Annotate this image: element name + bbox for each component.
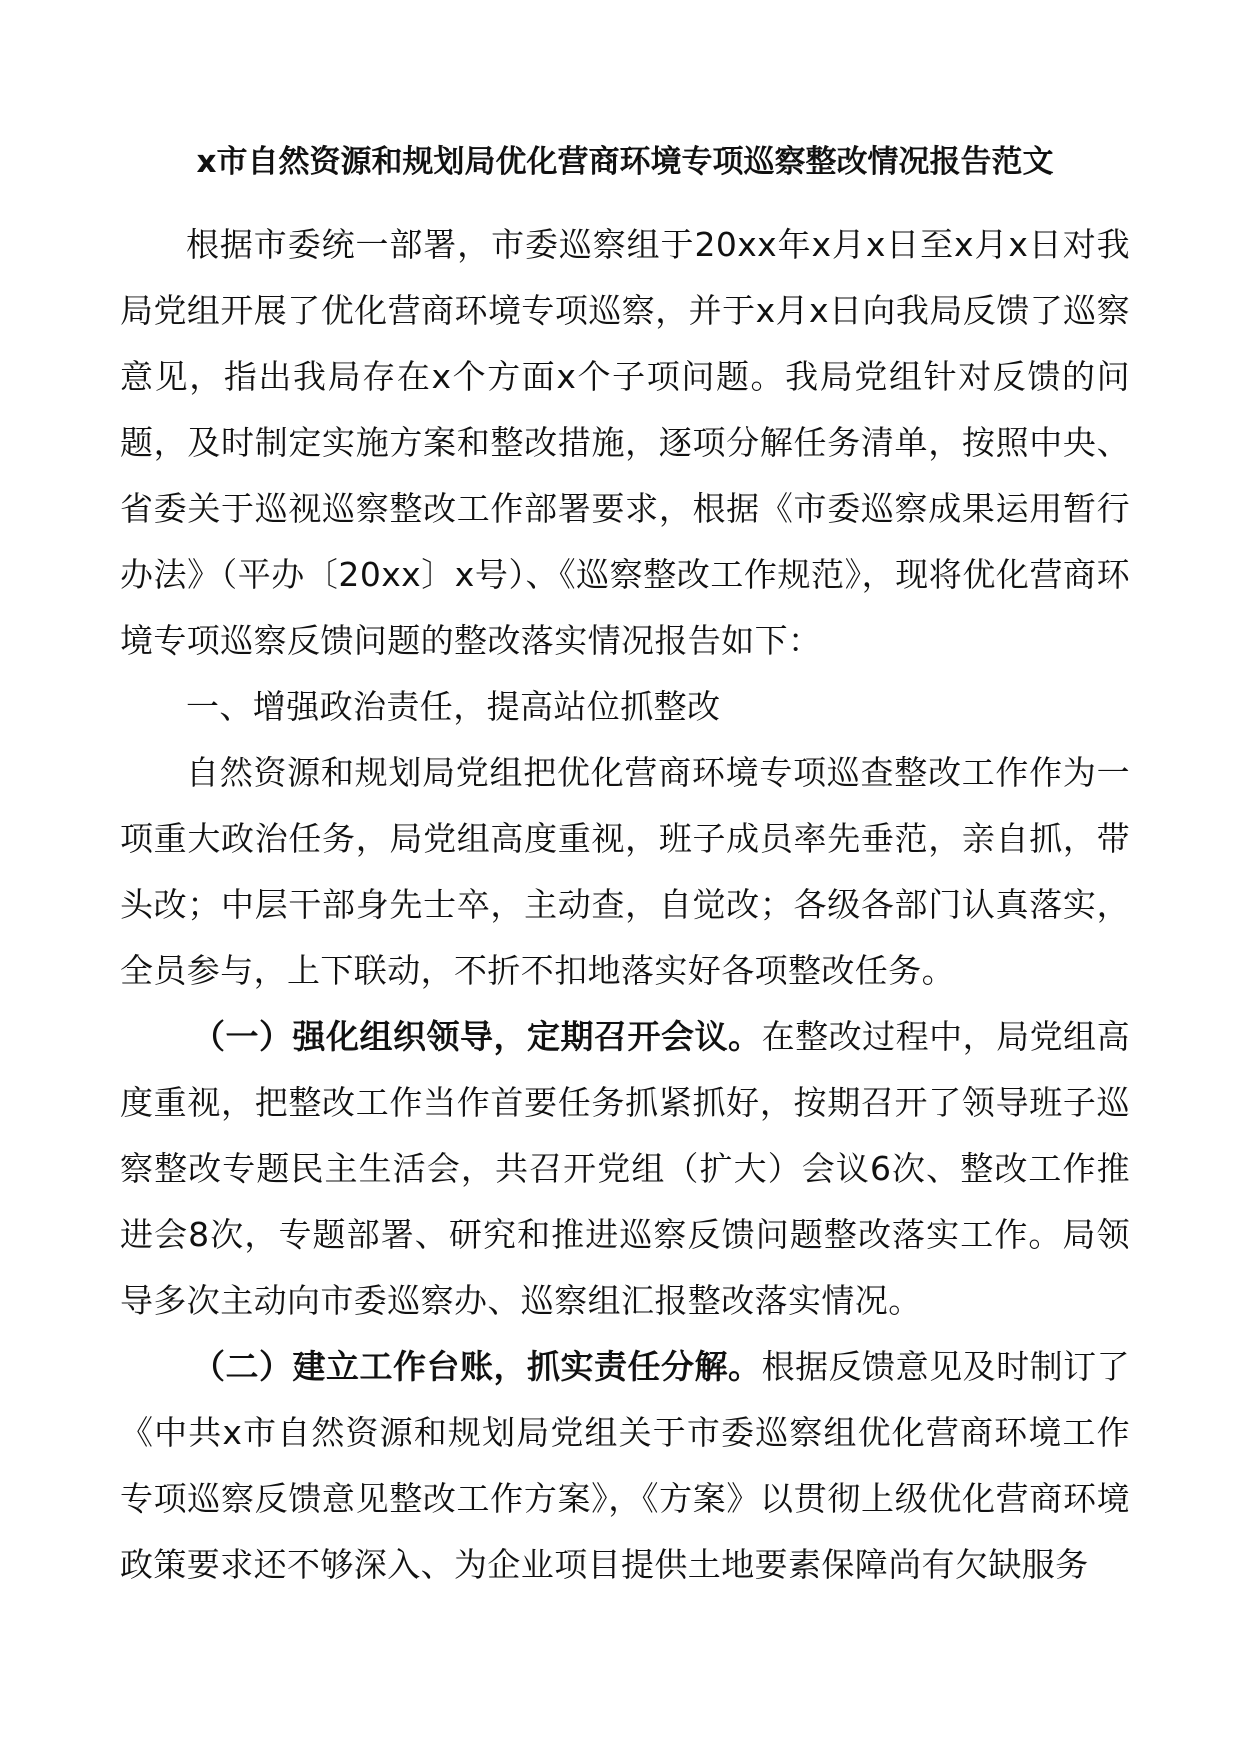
section-body-paragraph: 自然资源和规划局党组把优化营商环境专项巡查整改工作作为一项重大政治任务，局党组高度重视，班子成员率先垂范，亲自抓，带头改；中层干部身先士卒，主动查，自觉改；各级各部门认真落实，全员参与，上下联动，不折不扣地落实好各项整改任务。 [120,753,1130,990]
subsection-paragraph-1 [120,1004,1130,1334]
section-heading: 一、增强政治责任，提高站位抓整改 [186,687,721,726]
subsection-text-2: 根据反馈意见及时制订了《中共x市自然资源和规划局党组关于市委巡察组优化营商环境工作专项巡察反馈意见整改工作方案》，《方案》以贯彻上级优化营商环境政策要求还不够深入、为企业项目提供土地要素保障尚有欠缺服务 [120,1347,1130,1584]
subsection-lead-1: （一）强化组织领导，定期召开会议。 [192,1017,762,1056]
subsection-paragraph-2 [120,1334,1130,1598]
document-title: x市自然资源和规划局优化营商环境专项巡察整改情况报告范文 [196,144,1054,180]
subsection-text-1: 在整改过程中，局党组高度重视，把整改工作当作首要任务抓紧抓好，按期召开了领导班子巡察整改专题民主生活会，共召开党组（扩大）会议6次、整改工作推进会8次，专题部署、研究和推进巡察反馈问题整改落实工作。局领导多次主动向市委巡察办、巡察组汇报整改落实情况。 [120,1017,1130,1320]
intro-paragraph: 根据市委统一部署，市委巡察组于20xx年x月x日至x月x日对我局党组开展了优化营商环境专项巡察，并于x月x日向我局反馈了巡察意见，指出我局存在x个方面x个子项问题。我局党组针对反馈的问题，及时制定实施方案和整改措施，逐项分解任务清单，按照中央、省委关于巡视巡察整改工作部署要求，根据《市委巡察成果运用暂行办法》（平办〔20xx〕x号）、《巡察整改工作规范》，现将优化营商环境专项巡察反馈问题的整改落实情况报告如下： [120,225,1130,660]
document-page [120,140,1130,1598]
subsection-lead-2: （二）建立工作台账，抓实责任分解。 [192,1347,762,1386]
